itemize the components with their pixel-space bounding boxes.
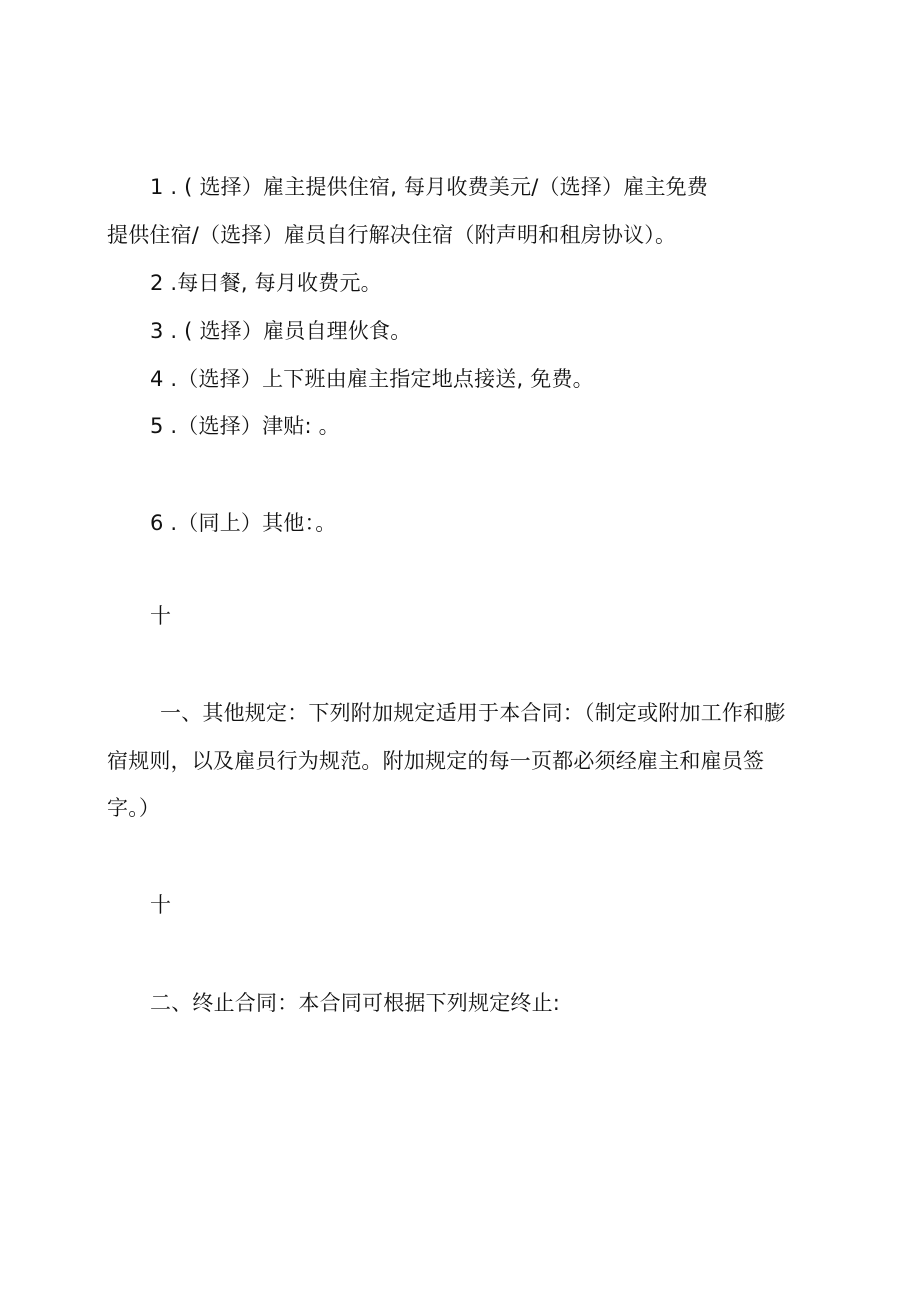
item-1-line-1: 1 . ( 选择）雇主提供住宿, 每月收费美元/（选择）雇主免费 — [150, 175, 709, 199]
item-1-line-2: 提供住宿/（选择）雇员自行解决住宿（附声明和租房协议）。 — [107, 223, 677, 247]
section-1-line-1: 一、其他规定：下列附加规定适用于本合同：（制定或附加工作和膨 — [160, 701, 786, 725]
item-2: 2 .每日餐, 每月收费元。 — [150, 271, 382, 295]
section-number-mark-2: 十 — [150, 893, 172, 917]
section-number-mark: 十 — [150, 604, 172, 628]
section-2-heading: 二、终止合同：本合同可根据下列规定终止: — [150, 991, 561, 1015]
item-3: 3 . ( 选择）雇员自理伙食。 — [150, 319, 412, 343]
section-1-line-3: 字。） — [107, 796, 161, 820]
item-6: 6 .（同上）其他：。 — [150, 511, 337, 535]
item-4: 4 .（选择）上下班由雇主指定地点接送, 免费。 — [150, 367, 594, 391]
section-1-line-2: 宿规则，以及雇员行为规范。附加规定的每一页都必须经雇主和雇员签 — [107, 749, 765, 773]
item-5: 5 .（选择）津贴: 。 — [150, 414, 340, 438]
